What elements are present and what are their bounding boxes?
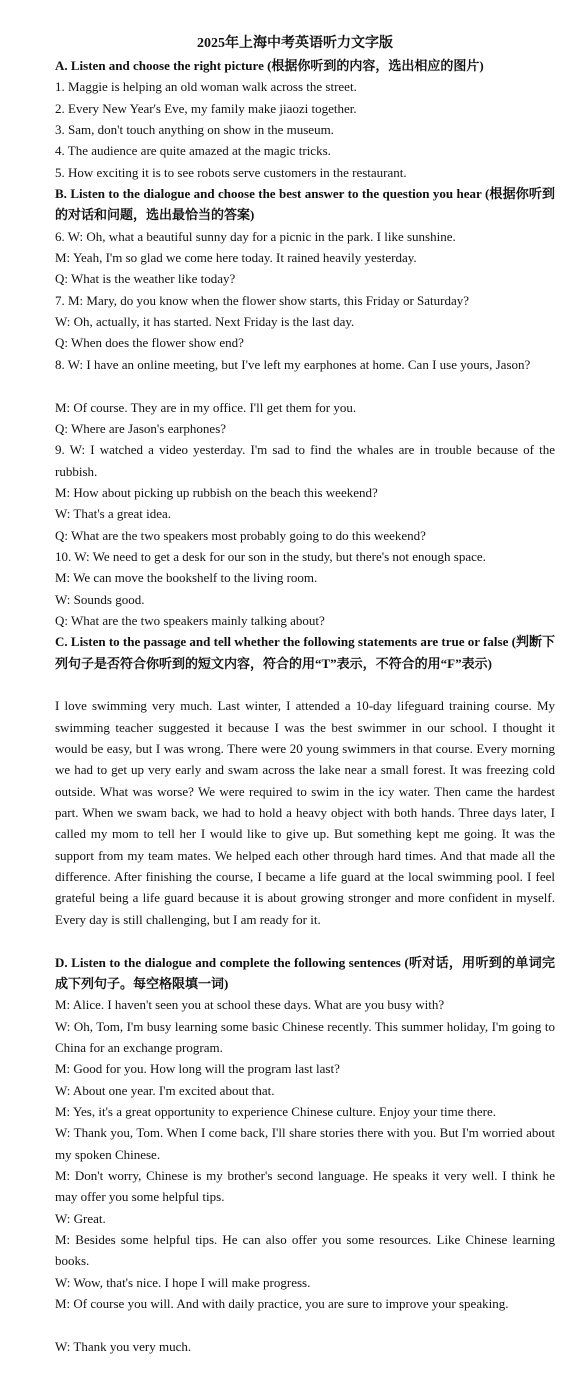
dialogue-line: 7. M: Mary, do you know when the flower show starts, this Friday or Saturday? xyxy=(55,292,470,308)
dialogue-line: 8. W: I have an online meeting, but I've left my earphones at home. Can I use yours, Jason? xyxy=(55,356,531,372)
question-line: Q: What are the two speakers mainly talking about? xyxy=(55,612,325,628)
section-a-item: 5. How exciting it is to see robots serve customers in the restaurant. xyxy=(55,164,407,180)
dialogue-line: M: We can move the bookshelf to the living room. xyxy=(55,570,318,586)
dialogue-line: M: Of course you will. And with daily practice, you are sure to improve your speaking. xyxy=(55,1296,509,1312)
section-a-item: 1. Maggie is helping an old woman walk across the street. xyxy=(55,79,357,95)
dialogue-line: W: About one year. I'm excited about that. xyxy=(55,1082,275,1098)
dialogue-line: W: Thank you very much. xyxy=(55,1338,192,1354)
section-c-heading: C. Listen to the passage and tell whether the following statements are true or false (判断下列句子是否符合你听到的短文内容，符合的用“T”表示，不符合的用“F”表示) xyxy=(55,634,555,671)
section-a-heading: A. Listen and choose the right picture (根据你听到的内容，选出相应的图片) xyxy=(55,58,484,73)
section-a-item: 2. Every New Year's Eve, my family make jiaozi together. xyxy=(55,100,357,116)
dialogue-line: W: Wow, that's nice. I hope I will make progress. xyxy=(55,1274,311,1290)
section-c-passage: I love swimming very much. Last winter, I attended a 10-day lifeguard training course. My swimming teacher suggested it because I was the best swimmer in our school. I thought it would be easy, but I was wrong. There were 20 young swimmers in that course. Every morning we had to get up very early and swam across the lake near a small forest. It was freezing cold outside. What was worse? We were required to swim in the icy water. Then came the hardest part. When we swam back, we had to hold a heavy object with both hands. Three days later, I called my mom to tell her I would like to give up. But something kept me going. It was the support from my team mates. We helped each other through hard times. And that made all the difference. After finishing the course, I became a life guard at the local swimming pool. I feel grateful being a life guard because it is about growing stronger and more confident in myself. Every day is still challenging, but I am ready for it. xyxy=(55,698,555,927)
dialogue-line: M: Besides some helpful tips. He can also offer you some resources. Like Chinese learning books. xyxy=(55,1231,555,1269)
dialogue-line: W: Great. xyxy=(55,1210,106,1226)
question-line: Q: When does the flower show end? xyxy=(55,335,244,351)
section-a-item: 3. Sam, don't touch anything on show in the museum. xyxy=(55,122,334,138)
dialogue-line: M: Yes, it's a great opportunity to experience Chinese culture. Enjoy your time there. xyxy=(55,1103,496,1119)
dialogue-line: 9. W: I watched a video yesterday. I'm sad to find the whales are in trouble because of the rubbish. xyxy=(55,442,555,479)
section-d-heading: D. Listen to the dialogue and complete the following sentences (听对话，用听到的单词完成下列句子。每空格限填一词) xyxy=(55,954,555,991)
dialogue-line: M: Good for you. How long will the program last last? xyxy=(55,1061,340,1077)
dialogue-line: 6. W: Oh, what a beautiful sunny day for a picnic in the park. I like sunshine. xyxy=(55,228,456,244)
question-line: Q: Where are Jason's earphones? xyxy=(55,420,227,436)
dialogue-line: M: How about picking up rubbish on the beach this weekend? xyxy=(55,484,378,500)
dialogue-line: 10. W: We need to get a desk for our son in the study, but there's not enough space. xyxy=(55,548,486,564)
dialogue-line: M: Alice. I haven't seen you at school these days. What are you busy with? xyxy=(55,997,445,1013)
section-b-heading: B. Listen to the dialogue and choose the best answer to the question you hear (根据你听到的对话和问题，选出最恰当的答案) xyxy=(55,186,555,223)
dialogue-line: M: Yeah, I'm so glad we come here today. It rained heavily yesterday. xyxy=(55,250,417,266)
question-line: Q: What are the two speakers most probably going to do this weekend? xyxy=(55,527,426,543)
page-title: 2025年上海中考英语听力文字版 xyxy=(197,36,393,51)
dialogue-line: W: Sounds good. xyxy=(55,591,145,607)
dialogue-line: W: Oh, actually, it has started. Next Friday is the last day. xyxy=(55,314,355,330)
dialogue-line: W: Oh, Tom, I'm busy learning some basic Chinese recently. This summer holiday, I'm going to China for an exchange program. xyxy=(55,1018,555,1055)
dialogue-line: M: Of course. They are in my office. I'll get them for you. xyxy=(55,399,357,415)
dialogue-line: W: Thank you, Tom. When I come back, I'll share stories there with you. But I'm worried about my spoken Chinese. xyxy=(55,1125,555,1162)
dialogue-line: W: That's a great idea. xyxy=(55,506,172,522)
dialogue-line: M: Don't worry, Chinese is my brother's second language. He speaks it very well. I think he may offer you some helpful tips. xyxy=(55,1167,555,1205)
question-line: Q: What is the weather like today? xyxy=(55,271,236,287)
section-a-item: 4. The audience are quite amazed at the magic tricks. xyxy=(55,143,331,159)
